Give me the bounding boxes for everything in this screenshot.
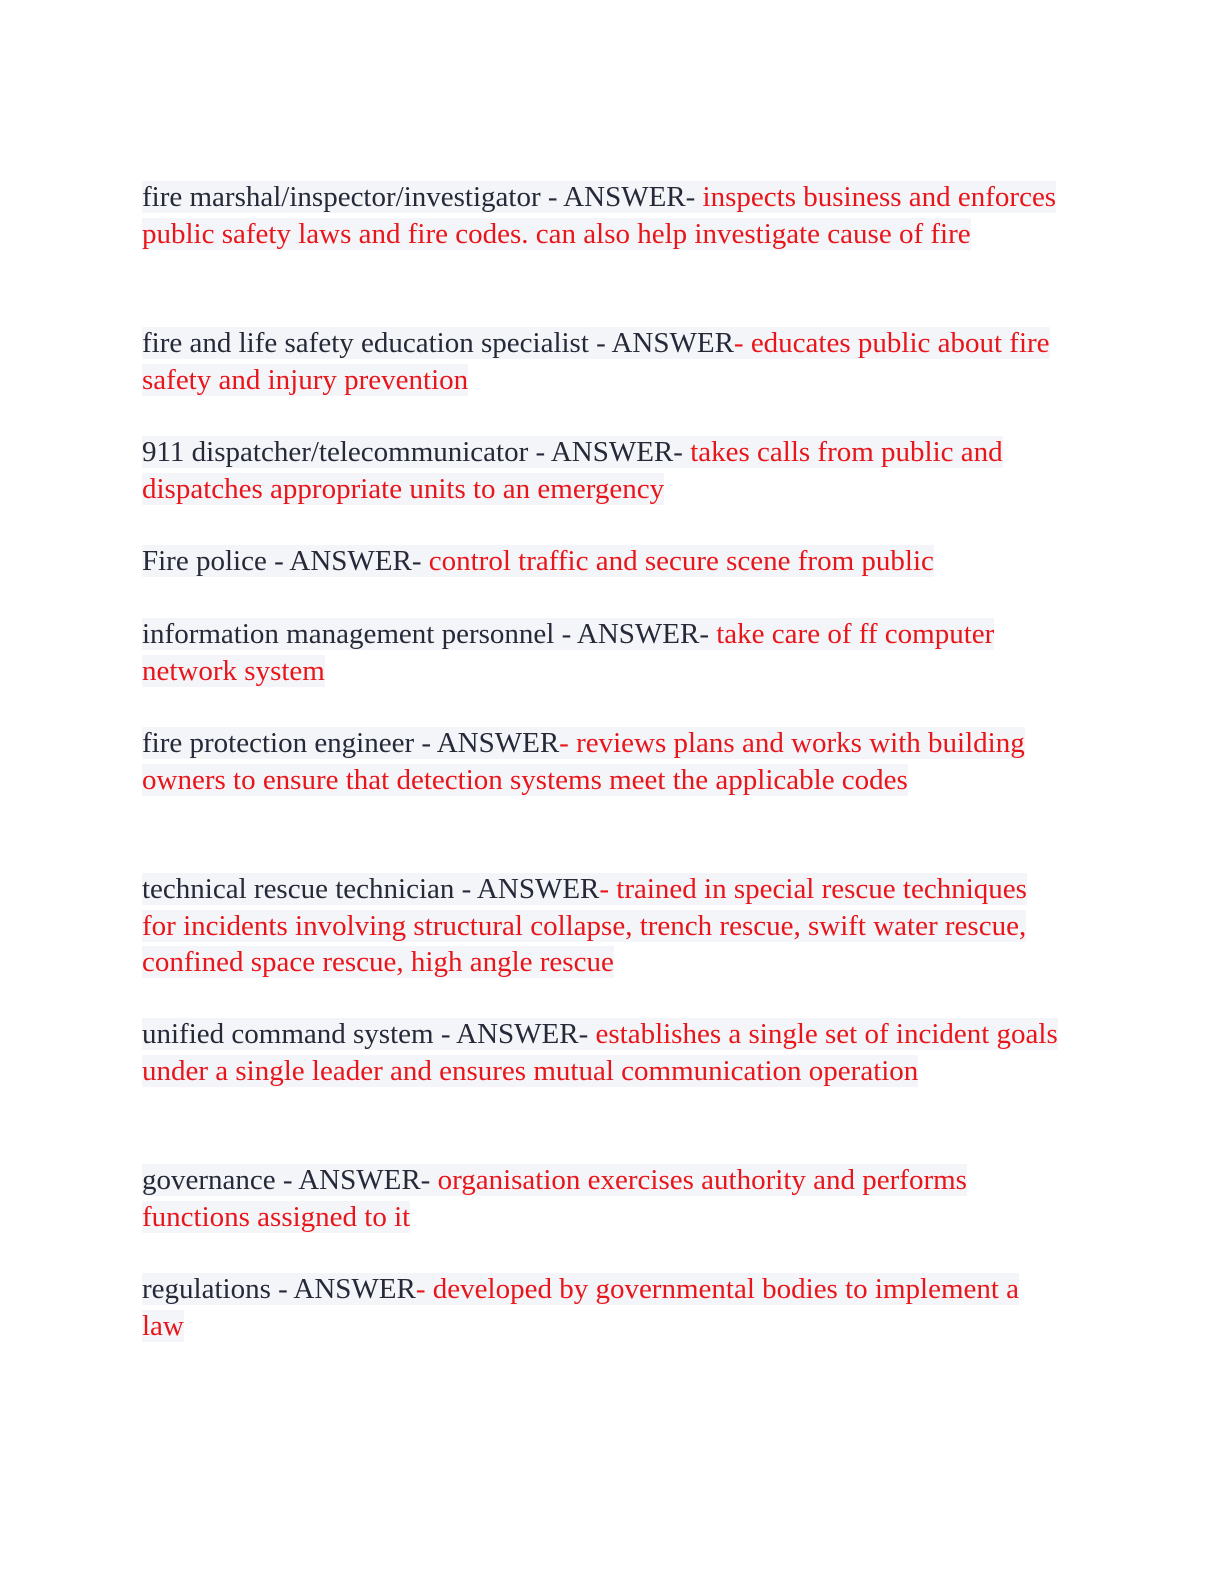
entry-text <box>142 327 1050 396</box>
entry-definition: organisation exercises authority and performs functions assigned to it <box>142 1164 967 1233</box>
qa-entry-governance <box>142 1162 1062 1235</box>
entry-term: fire and life safety education specialist <box>142 327 589 359</box>
qa-entry-unified-command <box>142 1016 1062 1089</box>
entry-definition: - reviews plans and works with building owners to ensure that detection systems meet the applicable codes <box>142 727 1025 796</box>
entry-term: unified command system <box>142 1018 434 1050</box>
entry-text <box>142 873 1027 978</box>
entry-term: regulations <box>142 1273 271 1305</box>
entry-definition: takes calls from public and dispatches appropriate units to an emergency <box>142 436 1003 505</box>
answer-label: - ANSWER <box>414 727 560 759</box>
entry-text <box>142 545 934 577</box>
qa-entry-fire-police <box>142 543 1062 580</box>
entry-definition: control traffic and secure scene from public <box>421 545 934 577</box>
answer-label: - ANSWER- <box>266 545 422 577</box>
qa-entry-fire-marshal <box>142 179 1062 252</box>
entry-definition: establishes a single set of incident goals under a single leader and ensures mutual communication operation <box>142 1018 1058 1087</box>
entry-text <box>142 436 1003 505</box>
entry-term: fire protection engineer <box>142 727 415 759</box>
answer-label: - ANSWER- <box>433 1018 589 1050</box>
entry-text <box>142 618 994 687</box>
entry-term: governance <box>142 1164 276 1196</box>
qa-entry-information-management <box>142 616 1062 689</box>
answer-label: - ANSWER <box>588 327 734 359</box>
entry-term: fire marshal/inspector/investigator <box>142 181 541 213</box>
entry-text <box>142 1018 1058 1087</box>
answer-label: - ANSWER <box>454 873 600 905</box>
answer-label: - ANSWER- <box>554 618 709 650</box>
entry-definition: - educates public about fire safety and injury prevention <box>142 327 1050 396</box>
qa-entry-rescue-technician <box>142 871 1062 981</box>
qa-entry-protection-engineer <box>142 725 1062 798</box>
entry-definition: inspects business and enforces public safety laws and fire codes. can also help investigate cause of fire <box>142 181 1057 250</box>
qa-entry-education-specialist <box>142 325 1062 398</box>
entry-term: information management personnel <box>142 618 555 650</box>
answer-label: - ANSWER <box>270 1273 416 1305</box>
entry-definition: - developed by governmental bodies to implement a law <box>142 1273 1020 1342</box>
answer-label: - ANSWER- <box>540 181 696 213</box>
entry-text <box>142 727 1025 796</box>
qa-entry-dispatcher <box>142 434 1062 507</box>
entry-definition: take care of ff computer network system <box>142 618 995 687</box>
qa-entry-regulations <box>142 1271 1062 1344</box>
entry-text <box>142 181 1056 250</box>
answer-label: - ANSWER- <box>275 1164 431 1196</box>
entry-term: Fire police <box>142 545 267 577</box>
answer-label: - ANSWER- <box>528 436 683 468</box>
entry-term: technical rescue technician <box>142 873 455 905</box>
entry-term: 911 dispatcher/telecommunicator <box>142 436 529 468</box>
entry-text <box>142 1164 967 1233</box>
entry-text <box>142 1273 1019 1342</box>
entry-definition: - trained in special rescue techniques for incidents involving structural collapse, trench rescue, swift water rescue, confined space rescue, high angle rescue <box>142 873 1027 979</box>
